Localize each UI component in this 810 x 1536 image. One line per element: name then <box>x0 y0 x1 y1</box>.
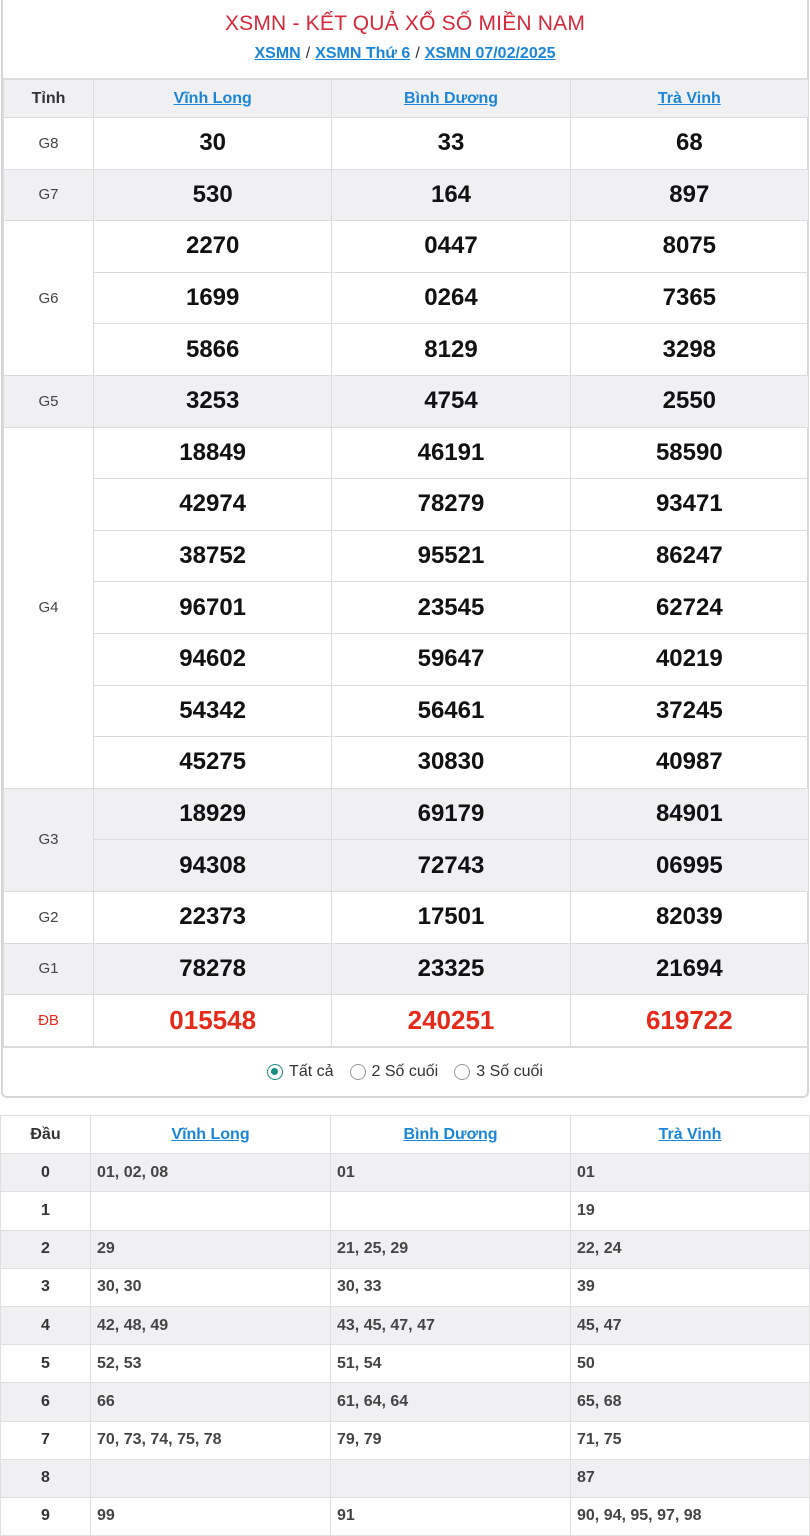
loto-table <box>0 1115 810 1536</box>
province-link-binh-duong[interactable]: Bình Dương <box>403 89 499 107</box>
results-card <box>1 0 809 1098</box>
loto-row <box>1 1497 810 1535</box>
loto-values: 30, 30 <box>91 1268 331 1306</box>
breadcrumb-separator: / <box>305 45 311 62</box>
prize-label: G4 <box>4 427 94 788</box>
prize-number: 015548 <box>94 995 332 1047</box>
province-header-tra-vinh <box>570 80 808 118</box>
breadcrumb-xsmn-date-link[interactable]: XSMN 07/02/2025 <box>424 45 556 62</box>
loto-link-vinh-long[interactable]: Vĩnh Long <box>171 1125 250 1143</box>
loto-values: 29 <box>91 1230 331 1268</box>
filter-3-digits-label: 3 Số cuối <box>476 1063 543 1081</box>
prize-number: 8075 <box>570 221 808 273</box>
loto-values: 45, 47 <box>571 1306 810 1344</box>
prize-number: 54342 <box>94 685 332 737</box>
loto-values: 01, 02, 08 <box>91 1154 331 1192</box>
prize-number: 72743 <box>332 840 570 892</box>
loto-body <box>1 1154 810 1536</box>
loto-values: 22, 24 <box>571 1230 810 1268</box>
loto-row <box>1 1268 810 1306</box>
prize-number: 68 <box>570 118 808 170</box>
loto-values: 01 <box>331 1154 571 1192</box>
prize-number: 93471 <box>570 479 808 531</box>
breadcrumb-xsmn-link[interactable]: XSMN <box>254 45 301 62</box>
prize-number: 8129 <box>332 324 570 376</box>
loto-values: 79, 79 <box>331 1421 571 1459</box>
prize-number: 530 <box>94 169 332 221</box>
loto-values <box>91 1459 331 1497</box>
filter-all-radio[interactable] <box>267 1063 333 1081</box>
prize-number: 33 <box>332 118 570 170</box>
loto-values: 51, 54 <box>331 1345 571 1383</box>
prize-number: 69179 <box>332 788 570 840</box>
prize-label: G7 <box>4 169 94 221</box>
prize-number: 17501 <box>332 891 570 943</box>
prize-number: 94602 <box>94 633 332 685</box>
prize-row-g5 <box>4 375 809 427</box>
prize-number: 59647 <box>332 633 570 685</box>
breadcrumb-separator: / <box>415 45 420 62</box>
loto-link-binh-duong[interactable]: Bình Dương <box>403 1125 498 1143</box>
prize-label: G6 <box>4 221 94 376</box>
prize-number: 18849 <box>94 427 332 479</box>
prize-number: 897 <box>570 169 808 221</box>
prize-number: 0447 <box>332 221 570 273</box>
loto-values: 90, 94, 95, 97, 98 <box>571 1497 810 1535</box>
prize-number: 78278 <box>94 943 332 995</box>
loto-values: 65, 68 <box>571 1383 810 1421</box>
prize-number: 23325 <box>332 943 570 995</box>
province-link-tra-vinh[interactable]: Trà Vinh <box>657 89 721 107</box>
loto-values: 43, 45, 47, 47 <box>331 1306 571 1344</box>
prize-number: 84901 <box>570 788 808 840</box>
loto-values: 71, 75 <box>571 1421 810 1459</box>
prize-number: 18929 <box>94 788 332 840</box>
loto-values: 01 <box>571 1154 810 1192</box>
prize-number: 0264 <box>332 272 570 324</box>
loto-head-digit: 6 <box>1 1383 91 1421</box>
loto-head-digit: 5 <box>1 1345 91 1383</box>
prize-number: 164 <box>332 169 570 221</box>
loto-row <box>1 1306 810 1344</box>
loto-head-digit: 3 <box>1 1268 91 1306</box>
loto-head-digit: 8 <box>1 1459 91 1497</box>
digit-filter <box>3 1047 807 1097</box>
loto-values: 52, 53 <box>91 1345 331 1383</box>
results-header-row <box>4 80 809 118</box>
breadcrumb <box>3 45 807 63</box>
loto-row <box>1 1459 810 1497</box>
prize-row-g3 <box>4 840 809 892</box>
prize-number: 78279 <box>332 479 570 531</box>
prize-number: 46191 <box>332 427 570 479</box>
prize-number: 95521 <box>332 530 570 582</box>
loto-row <box>1 1154 810 1192</box>
loto-head-digit: 2 <box>1 1230 91 1268</box>
loto-link-tra-vinh[interactable]: Trà Vinh <box>658 1125 722 1143</box>
loto-values: 39 <box>571 1268 810 1306</box>
prize-number: 2550 <box>570 375 808 427</box>
prize-row-g7 <box>4 169 809 221</box>
results-header <box>3 0 807 79</box>
prize-row-g8 <box>4 118 809 170</box>
prize-number: 30830 <box>332 737 570 789</box>
province-link-vinh-long[interactable]: Vĩnh Long <box>173 89 252 107</box>
prize-number: 58590 <box>570 427 808 479</box>
prize-row-db <box>4 995 809 1047</box>
prize-number: 06995 <box>570 840 808 892</box>
loto-values: 19 <box>571 1192 810 1230</box>
prize-number: 7365 <box>570 272 808 324</box>
prize-label: G3 <box>4 788 94 891</box>
loto-values: 70, 73, 74, 75, 78 <box>91 1421 331 1459</box>
loto-head-digit: 0 <box>1 1154 91 1192</box>
loto-values: 91 <box>331 1497 571 1535</box>
prize-number: 22373 <box>94 891 332 943</box>
loto-head-digit: 7 <box>1 1421 91 1459</box>
loto-row <box>1 1383 810 1421</box>
prize-row-g6 <box>4 272 809 324</box>
prize-number: 42974 <box>94 479 332 531</box>
filter-2-digits-label: 2 Số cuối <box>371 1063 439 1081</box>
prize-row-g6 <box>4 221 809 273</box>
prize-number: 40987 <box>570 737 808 789</box>
filter-3-digits-radio[interactable] <box>454 1063 543 1081</box>
prize-number: 94308 <box>94 840 332 892</box>
loto-header-row <box>1 1116 810 1154</box>
prize-number: 45275 <box>94 737 332 789</box>
loto-row <box>1 1421 810 1459</box>
prize-number: 86247 <box>570 530 808 582</box>
prize-row-g4 <box>4 737 809 789</box>
loto-values: 61, 64, 64 <box>331 1383 571 1421</box>
prize-label: G2 <box>4 891 94 943</box>
province-header-vinh-long <box>94 80 332 118</box>
prize-row-g4 <box>4 530 809 582</box>
province-column-header: Tỉnh <box>4 80 94 118</box>
loto-head-digit: 9 <box>1 1497 91 1535</box>
radio-icon <box>350 1064 366 1080</box>
loto-header-tra-vinh <box>571 1116 810 1154</box>
province-header-binh-duong <box>332 80 570 118</box>
loto-values: 99 <box>91 1497 331 1535</box>
breadcrumb-xsmn-thu6-link[interactable]: XSMN Thứ 6 <box>315 45 411 62</box>
loto-values: 66 <box>91 1383 331 1421</box>
prize-label: G1 <box>4 943 94 995</box>
loto-values: 21, 25, 29 <box>331 1230 571 1268</box>
prize-number: 23545 <box>332 582 570 634</box>
prize-number: 4754 <box>332 375 570 427</box>
prize-row-g4 <box>4 633 809 685</box>
prize-label: G5 <box>4 375 94 427</box>
prize-number: 96701 <box>94 582 332 634</box>
prize-number: 82039 <box>570 891 808 943</box>
loto-row <box>1 1230 810 1268</box>
prize-number: 2270 <box>94 221 332 273</box>
prize-number: 619722 <box>570 995 808 1047</box>
prize-number: 5866 <box>94 324 332 376</box>
prize-row-g6 <box>4 324 809 376</box>
prize-number: 1699 <box>94 272 332 324</box>
loto-row <box>1 1345 810 1383</box>
loto-values: 87 <box>571 1459 810 1497</box>
loto-head-column-header: Đầu <box>1 1116 91 1154</box>
loto-header-vinh-long <box>91 1116 331 1154</box>
prize-number: 3298 <box>570 324 808 376</box>
prize-row-g4 <box>4 427 809 479</box>
prize-number: 40219 <box>570 633 808 685</box>
loto-header-binh-duong <box>331 1116 571 1154</box>
prize-number: 37245 <box>570 685 808 737</box>
radio-selected-icon <box>267 1064 283 1080</box>
loto-head-digit: 1 <box>1 1192 91 1230</box>
prize-number: 240251 <box>332 995 570 1047</box>
loto-values: 42, 48, 49 <box>91 1306 331 1344</box>
prize-row-g3 <box>4 788 809 840</box>
results-table <box>3 79 809 1047</box>
loto-row <box>1 1192 810 1230</box>
page-title: XSMN - KẾT QUẢ XỔ SỐ MIỀN NAM <box>224 12 586 35</box>
loto-values: 30, 33 <box>331 1268 571 1306</box>
prize-row-g4 <box>4 479 809 531</box>
prize-number: 62724 <box>570 582 808 634</box>
prize-row-g1 <box>4 943 809 995</box>
prize-number: 21694 <box>570 943 808 995</box>
loto-values <box>91 1192 331 1230</box>
filter-2-digits-radio[interactable] <box>350 1063 439 1081</box>
prize-number: 38752 <box>94 530 332 582</box>
loto-values: 50 <box>571 1345 810 1383</box>
prize-row-g4 <box>4 582 809 634</box>
results-body <box>4 118 809 1047</box>
prize-number: 30 <box>94 118 332 170</box>
prize-number: 3253 <box>94 375 332 427</box>
prize-label: G8 <box>4 118 94 170</box>
prize-row-g2 <box>4 891 809 943</box>
prize-label: ĐB <box>4 995 94 1047</box>
filter-all-label: Tất cả <box>289 1063 334 1081</box>
loto-values <box>331 1192 571 1230</box>
loto-head-digit: 4 <box>1 1306 91 1344</box>
radio-icon <box>454 1064 470 1080</box>
loto-values <box>331 1459 571 1497</box>
prize-number: 56461 <box>332 685 570 737</box>
prize-row-g4 <box>4 685 809 737</box>
